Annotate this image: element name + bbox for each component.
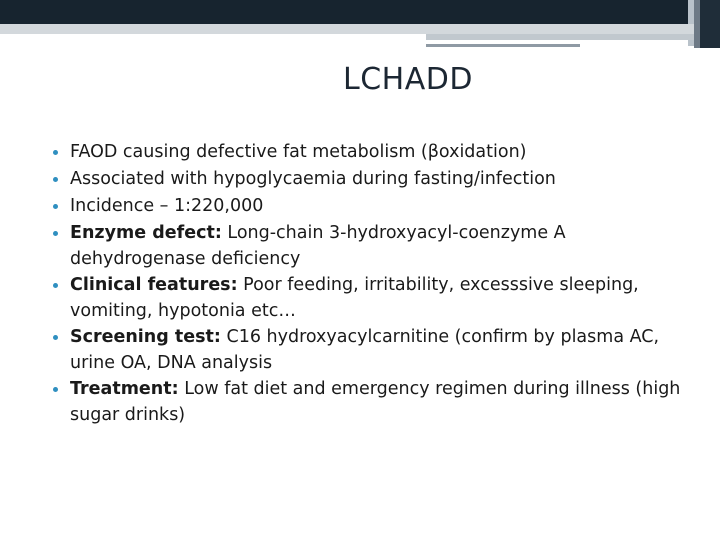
bullet-dot-icon	[53, 283, 58, 288]
bullet-item	[70, 376, 690, 428]
bullet-item	[70, 193, 690, 220]
bullet-item	[70, 139, 690, 166]
bullet-dot-icon	[53, 204, 58, 209]
bullet-label: Treatment:	[70, 379, 179, 399]
bullet-text: FAOD causing defective fat metabolism (βoxidation)	[70, 142, 527, 162]
slide-title-container	[0, 60, 720, 97]
bullet-item	[70, 220, 690, 272]
bullet-text: Long-chain 3-hydroxyacyl-coenzyme A dehydrogenase deficiency	[70, 223, 566, 269]
header-rule-grey	[426, 44, 580, 47]
header-rule-white	[426, 40, 666, 42]
header-corner-block	[694, 0, 720, 48]
bullet-label: Clinical features:	[70, 275, 238, 295]
bullet-text: Associated with hypoglycaemia during fasting/infection	[70, 169, 556, 189]
bullet-item	[70, 166, 690, 193]
bullet-item	[70, 272, 690, 324]
bullet-dot-icon	[53, 231, 58, 236]
bullet-text: Incidence – 1:220,000	[70, 196, 264, 216]
bullet-label: Screening test:	[70, 327, 221, 347]
slide-title: LCHADD	[343, 62, 473, 97]
bullet-label: Enzyme defect:	[70, 223, 222, 243]
header-grey-band	[0, 24, 694, 34]
bullet-text: Low fat diet and emergency regimen during illness (high sugar drinks)	[70, 379, 681, 425]
bullet-dot-icon	[53, 335, 58, 340]
bullet-list	[70, 139, 690, 428]
bullet-dot-icon	[53, 387, 58, 392]
bullet-item	[70, 324, 690, 376]
bullet-text: Poor feeding, irritability, excesssive sleeping, vomiting, hypotonia etc…	[70, 275, 639, 321]
bullet-dot-icon	[53, 177, 58, 182]
header-band	[0, 0, 720, 24]
bullet-dot-icon	[53, 150, 58, 155]
bullet-text: C16 hydroxyacylcarnitine (confirm by plasma AC, urine OA, DNA analysis	[70, 327, 660, 373]
